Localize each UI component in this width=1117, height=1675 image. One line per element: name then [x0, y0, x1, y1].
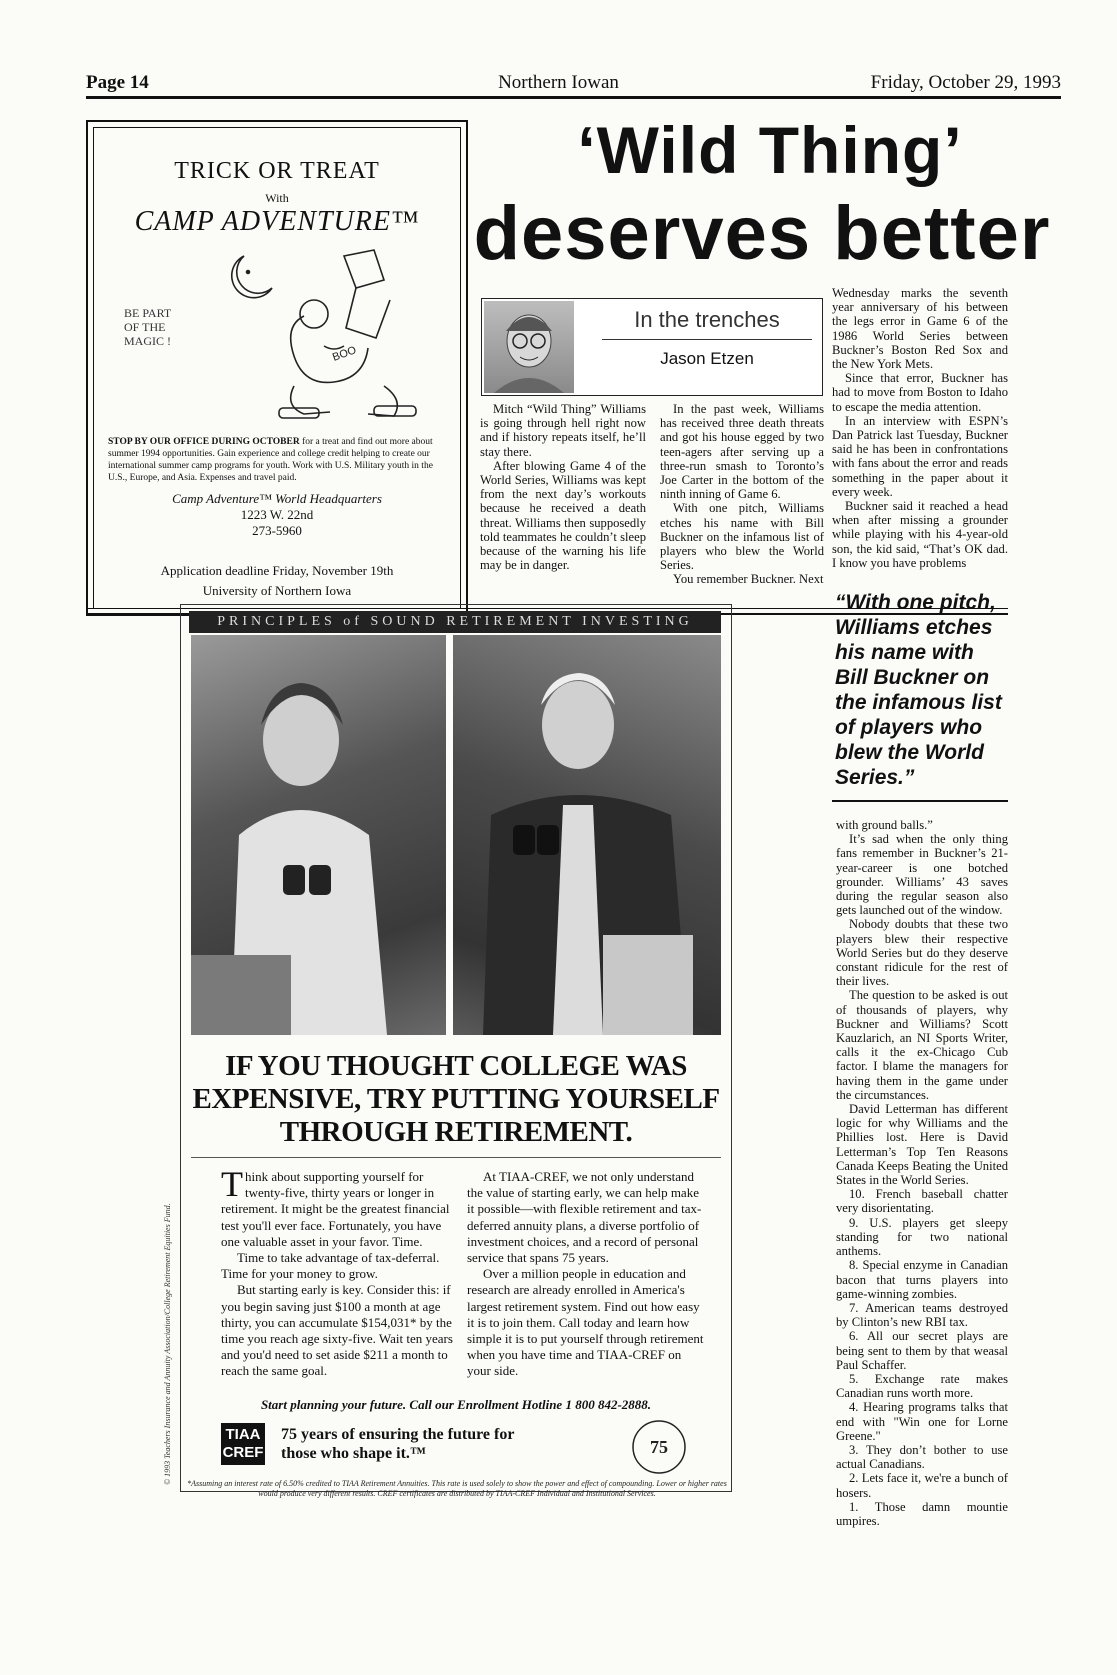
author-portrait-icon: [484, 301, 574, 393]
camp-ad-body: [108, 436, 448, 484]
tiaa-ad-body-right: [467, 1169, 707, 1380]
column-author: Jason Etzen: [660, 349, 754, 368]
be-part-line: MAGIC !: [124, 334, 171, 348]
tiaa-ad-body-left: [221, 1164, 461, 1380]
camp-ad-phone: 273-5960: [252, 523, 302, 538]
be-part-line: OF THE: [124, 320, 166, 334]
camp-ad-hq: Camp Adventure™ World Headquarters: [172, 491, 382, 506]
tiaa-paragraph: [221, 1164, 461, 1250]
camp-ad-contact: [94, 491, 460, 539]
article-paragraph: Mitch “Wild Thing” Williams is going through hell right now and if history repeats itself, he’ll stay there.: [480, 402, 646, 459]
tiaa-tagline: 75 years of ensuring the future for those who shape it.™: [281, 1426, 515, 1462]
pull-quote: “With one pitch, Williams etches his name with Bill Buckner on the infamous list of players who blew the World Series.”: [835, 591, 1002, 789]
top-ten-item: 7. American teams destroyed by Clinton’s new RBI tax.: [836, 1300, 1008, 1330]
logo-line: TIAA: [225, 1426, 261, 1443]
drop-cap: T: [221, 1164, 243, 1204]
tiaa-ad-headline: [191, 1050, 721, 1149]
anniversary-seal-icon: [629, 1417, 689, 1477]
article-paragraph: Buckner said it reached a head when after missing a grounder while playing with his 4-year-old son, the kid said, “That’s OK dad. I know you have problems: [832, 499, 1008, 570]
tiaa-hotline-cta: Start planning your future. Call our Enrollment Hotline 1 800 842-2888.: [260, 1397, 652, 1412]
top-ten-item: 9. U.S. players get sleepy standing for two national anthems.: [836, 1215, 1008, 1259]
article-paragraph: It’s sad when the only thing fans remember in Buckner’s 21-year-career is one botched grounder. Williams’ 43 saves during the regular season also gets launched out of the window.: [836, 832, 1008, 918]
top-ten-item: 6. All our secret plays are being sent to them by that weasal Paul Schaffer.: [836, 1329, 1008, 1372]
bear-costume-icon: [291, 316, 368, 382]
top-ten-item: 3. They don’t bother to use actual Canadians.: [836, 1442, 1008, 1472]
top-ten-item: 1. Those damn mountie umpires.: [836, 1499, 1008, 1528]
svg-text:75: 75: [650, 1437, 668, 1457]
svg-text:BOO: BOO: [330, 344, 359, 364]
tiaa-paragraph: Over a million people in education and research are already enrolled in America's largest retirement system. Find out how easy it is to join them. Call today and learn how simple it is to put yourself through retirement when you have time and TIAA-CREF on your side.: [467, 1266, 704, 1379]
article-column-4: [836, 818, 1008, 1528]
top-ten-item: 10. French baseball chatter very disorientating.: [836, 1187, 1008, 1216]
camp-ad-be-part: [124, 306, 171, 348]
column-name: In the trenches: [634, 307, 780, 332]
pull-quote-rule: [832, 800, 1008, 802]
article-paragraph: with ground balls.”: [836, 818, 933, 832]
article-column-3: [832, 286, 1008, 570]
camp-ad-body-rest: for a treat and find out more about summer 1994 opportunities. Gain experience and college credit helping to create our international summer camp programs for youth. Work with U.S. Military youth in the U.S., Europe, and Asia. Expenses and travel paid.: [108, 437, 433, 483]
tiaa-ad-rule: [191, 1157, 721, 1158]
tiaa-paragraph: But starting early is key. Consider this: if you begin saving just $100 a month at age thirty, you can accumulate $154,031* by the time you reach age sixty-five. Wait ten years and you'd need to set aside $211 a month to reach the same goal.: [221, 1282, 453, 1379]
moon-icon: [232, 256, 272, 298]
tiaa-cref-logo: [221, 1423, 265, 1465]
top-ten-item: 5. Exchange rate makes Canadian runs worth more.: [836, 1371, 1008, 1401]
tiaa-paragraph-text: hink about supporting yourself for twenty-five, thirty years or longer in retirement. It might be the greatest financial test you'll ever face. Fortunately, you have one valuable asset in your favor. Time.: [221, 1169, 450, 1249]
camp-adventure-ad: [86, 120, 468, 616]
tiaa-headline-line: IF YOU THOUGHT COLLEGE WAS: [225, 1050, 687, 1082]
top-ten-item: 2. Lets face it, we're a bunch of hosers.: [836, 1471, 1008, 1500]
tiaa-paragraph: At TIAA-CREF, we not only understand the value of starting early, we can help make it possible—with flexible retirement and tax-deferred annuity plans, a diverse portfolio of investment choices, and a record of personal service that spans 75 years.: [467, 1169, 702, 1266]
issue-date: Friday, October 29, 1993: [870, 72, 1061, 93]
article-paragraph: The question to be asked is out of thousands of players, why Buckner and Williams? Scott Kauzlarich, an NI Sports Writer, calls it the ex-Chicago Cub factor. I blame the managers for having them in the game under the circumstances.: [836, 988, 1008, 1102]
camp-ad-address: 1223 W. 22nd: [240, 507, 314, 522]
be-part-line: BE PART: [124, 306, 172, 320]
masthead-rule: [86, 96, 1061, 99]
article-column-2: [660, 402, 824, 587]
article-paragraph: In an interview with ESPN’s Dan Patrick last Tuesday, Buckner said he has been in confrontations with fans about the error and reads something in the paper about it every week.: [832, 413, 1008, 499]
older-man-photo: [453, 635, 721, 1035]
article-paragraph: David Letterman has different logic for why Williams and the Phillies lost. Here is David Letterman’s Top Ten Reasons Canada Keeps Beating the United States in the World Series.: [836, 1102, 1008, 1188]
young-man-photo: [191, 635, 446, 1035]
older-man-binoculars-icon: [453, 635, 721, 1035]
article-paragraph: With one pitch, Williams etches his name with Bill Buckner on the infamous list of players who blew the World Series.: [660, 501, 824, 573]
camp-ad-deadline: [94, 561, 460, 601]
halloween-cartoon-illustration: [184, 236, 454, 426]
article-paragraph: You remember Buckner. Next: [673, 572, 824, 587]
camp-ad-brand: CAMP ADVENTURE™: [134, 206, 420, 237]
camp-ad-deadline-text: Application deadline Friday, November 19th: [160, 563, 394, 578]
top-ten-item: 4. Hearing programs talks that end with "Win one for Lorne Greene.": [836, 1400, 1008, 1443]
tiaa-cref-ad: [163, 604, 732, 1498]
article-paragraph: Since that error, Buckner has had to move from Boston to Idaho to escape the media attention.: [832, 371, 1008, 414]
tiaa-ad-header: PRINCIPLES of SOUND RETIREMENT INVESTING: [189, 611, 721, 633]
camp-ad-with: With: [265, 191, 289, 205]
top-ten-item: 8. Special enzyme in Canadian bacon that turns players into game-winning zombies.: [836, 1258, 1008, 1301]
camp-ad-body-lead: STOP BY OUR OFFICE DURING OCTOBER: [108, 437, 300, 447]
article-paragraph: Wednesday marks the seventh year anniversary of his between the legs error in Game 6 of the 1986 World Series between Buckner’s Boston Red Sox and the New York Mets.: [832, 286, 1008, 372]
tiaa-headline-line: THROUGH RETIREMENT.: [279, 1116, 633, 1148]
tiaa-paragraph: Time to take advantage of tax-deferral. Time for your money to grow.: [221, 1250, 440, 1282]
page-number: Page 14: [86, 72, 149, 93]
author-photo: [484, 301, 574, 393]
column-header-box: [481, 298, 823, 396]
logo-line: CREF: [222, 1444, 264, 1461]
young-man-binoculars-icon: [191, 635, 446, 1035]
article-paragraph: In the past week, Williams has received three death threats and got his house egged by two teen-agers after serving up a three-run smash to Toronto’s Joe Carter in the bottom of the ninth inning of Game 6.: [660, 402, 824, 502]
monster-head-icon: [344, 250, 384, 288]
camp-ad-university: University of Northern Iowa: [202, 583, 352, 598]
column-divider: [602, 339, 812, 340]
article-headline-line-2: deserves better: [473, 191, 1051, 276]
article-paragraph: Nobody doubts that these two players blew their respective World Series but do they deserve constant ridicule for the rest of their lives.: [836, 917, 1008, 989]
tiaa-headline-line: EXPENSIVE, TRY PUTTING YOURSELF: [192, 1083, 720, 1115]
camp-ad-title: TRICK OR TREAT: [174, 158, 380, 184]
camp-ad-inner-border: [93, 127, 461, 609]
article-paragraph: After blowing Game 4 of the World Series, Williams was kept from the next day’s workouts because he received a death threat. Williams then supposedly told teammates he couldn’t sleep because of the warning his life may be in danger.: [480, 458, 646, 573]
paper-name: Northern Iowan: [498, 72, 619, 93]
tiaa-copyright-note: © 1993 Teachers Insurance and Annuity Association/College Retirement Equities Fund.: [163, 1203, 172, 1485]
tiaa-footnote: *Assuming an interest rate of 6.50% credited to TIAA Retirement Annuities. This rate is used solely to show the power and effect of compounding. Lower or higher rates would produce very different results. CREF certificates are distributed by TIAA-CREF Individual and Institutional Services.: [187, 1479, 727, 1498]
article-headline-line-1: ‘Wild Thing’: [577, 113, 963, 187]
article-column-1: [480, 402, 646, 572]
